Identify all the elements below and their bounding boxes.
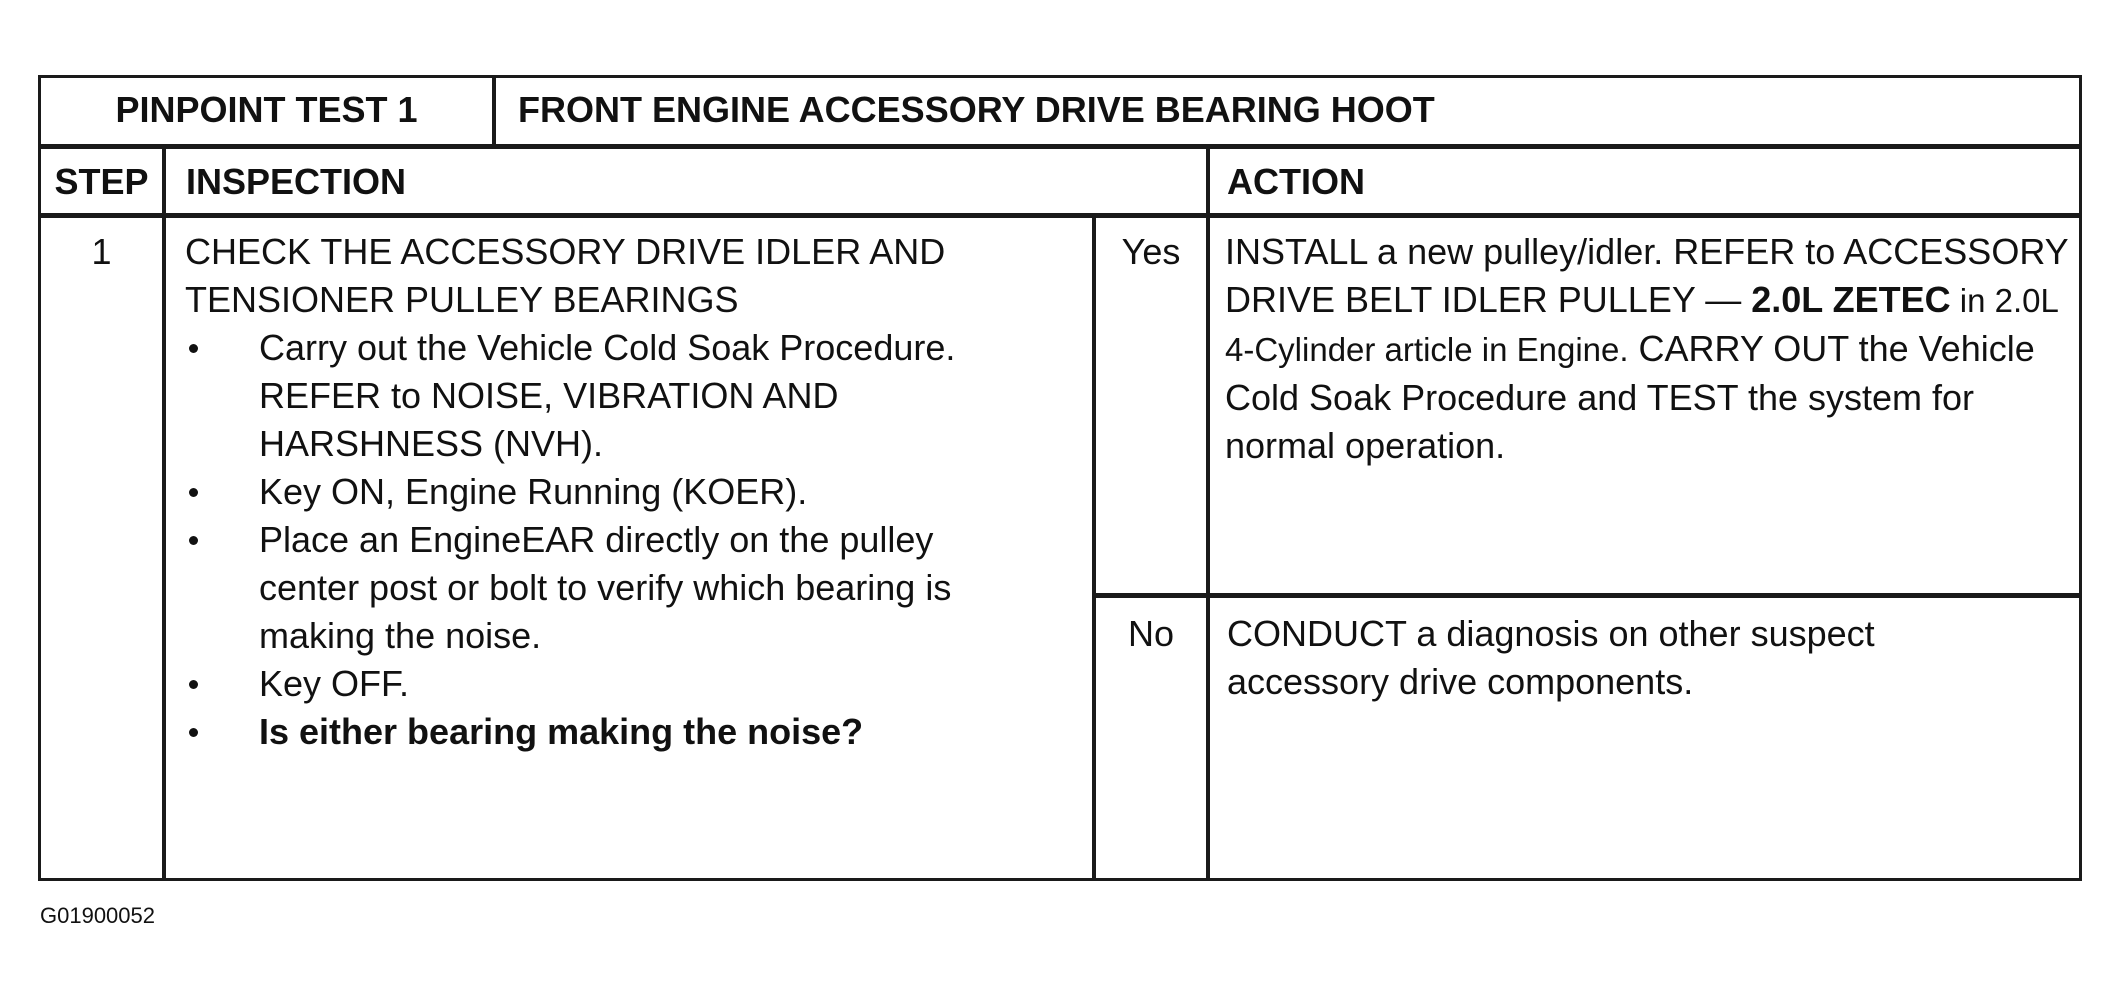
- table-title: FRONT ENGINE ACCESSORY DRIVE BEARING HOOT: [518, 89, 1435, 130]
- bullet-icon: [189, 728, 198, 737]
- bullet-text: Carry out the Vehicle Cold Soak Procedure. REFER to NOISE, VIBRATION AND HARSHNESS (NVH).: [259, 327, 956, 464]
- yes-action: [1225, 228, 2077, 470]
- yes-no-divider: [1092, 593, 2079, 598]
- bullet-text: Key OFF.: [259, 663, 410, 704]
- yes-action-article: in 2.0L 4-Cylinder article in Engine.: [1225, 282, 2058, 368]
- step-number: 1: [91, 231, 112, 272]
- pinpoint-test-table: [38, 75, 2082, 881]
- answer-column-divider: [1092, 218, 1096, 878]
- pinpoint-label: PINPOINT TEST 1: [115, 89, 418, 130]
- bullet-icon: [189, 536, 198, 545]
- inspection-heading-line2: TENSIONER PULLEY BEARINGS: [185, 279, 739, 320]
- step-header: STEP: [54, 161, 149, 202]
- inspection-bullet: [185, 468, 1085, 516]
- bullet-icon: [189, 488, 198, 497]
- step-column-divider: [162, 144, 166, 878]
- yes-action-test: CARRY OUT the Vehicle Cold Soak Procedure and TEST the system for normal operation.: [1225, 328, 2035, 466]
- inspection-cell: [185, 228, 1085, 756]
- inspection-bullet-list: [185, 324, 1085, 756]
- title-divider: [492, 78, 496, 144]
- inspection-bullet: [185, 708, 1085, 756]
- action-header: ACTION: [1227, 161, 1365, 202]
- bullet-question: Is either bearing making the noise?: [259, 711, 864, 752]
- title-row-divider: [41, 144, 2079, 149]
- inspection-bullet: [185, 516, 1039, 660]
- yes-action-text: INSTALL a new pulley/idler. REFER to ACCESSORY DRIVE BELT IDLER PULLEY —: [1225, 231, 2069, 320]
- action-column-divider: [1206, 144, 1210, 878]
- bullet-text: Key ON, Engine Running (KOER).: [259, 471, 808, 512]
- inspection-bullet: [185, 660, 1085, 708]
- bullet-icon: [189, 344, 198, 353]
- inspection-header: INSPECTION: [186, 161, 407, 202]
- bullet-text: Place an EngineEAR directly on the pulley center post or bolt to verify which bearing is making the noise.: [259, 519, 952, 656]
- inspection-heading-line1: CHECK THE ACCESSORY DRIVE IDLER AND: [185, 231, 946, 272]
- yes-action-engine: 2.0L ZETEC: [1751, 279, 1951, 320]
- bullet-icon: [189, 680, 198, 689]
- no-action: CONDUCT a diagnosis on other suspect accessory drive components.: [1227, 613, 1875, 702]
- answer-yes-label: Yes: [1121, 231, 1181, 272]
- answer-no-label: No: [1127, 613, 1175, 654]
- inspection-bullet: [185, 324, 1059, 468]
- header-row-divider: [41, 213, 2079, 218]
- figure-id: G01900052: [40, 903, 155, 928]
